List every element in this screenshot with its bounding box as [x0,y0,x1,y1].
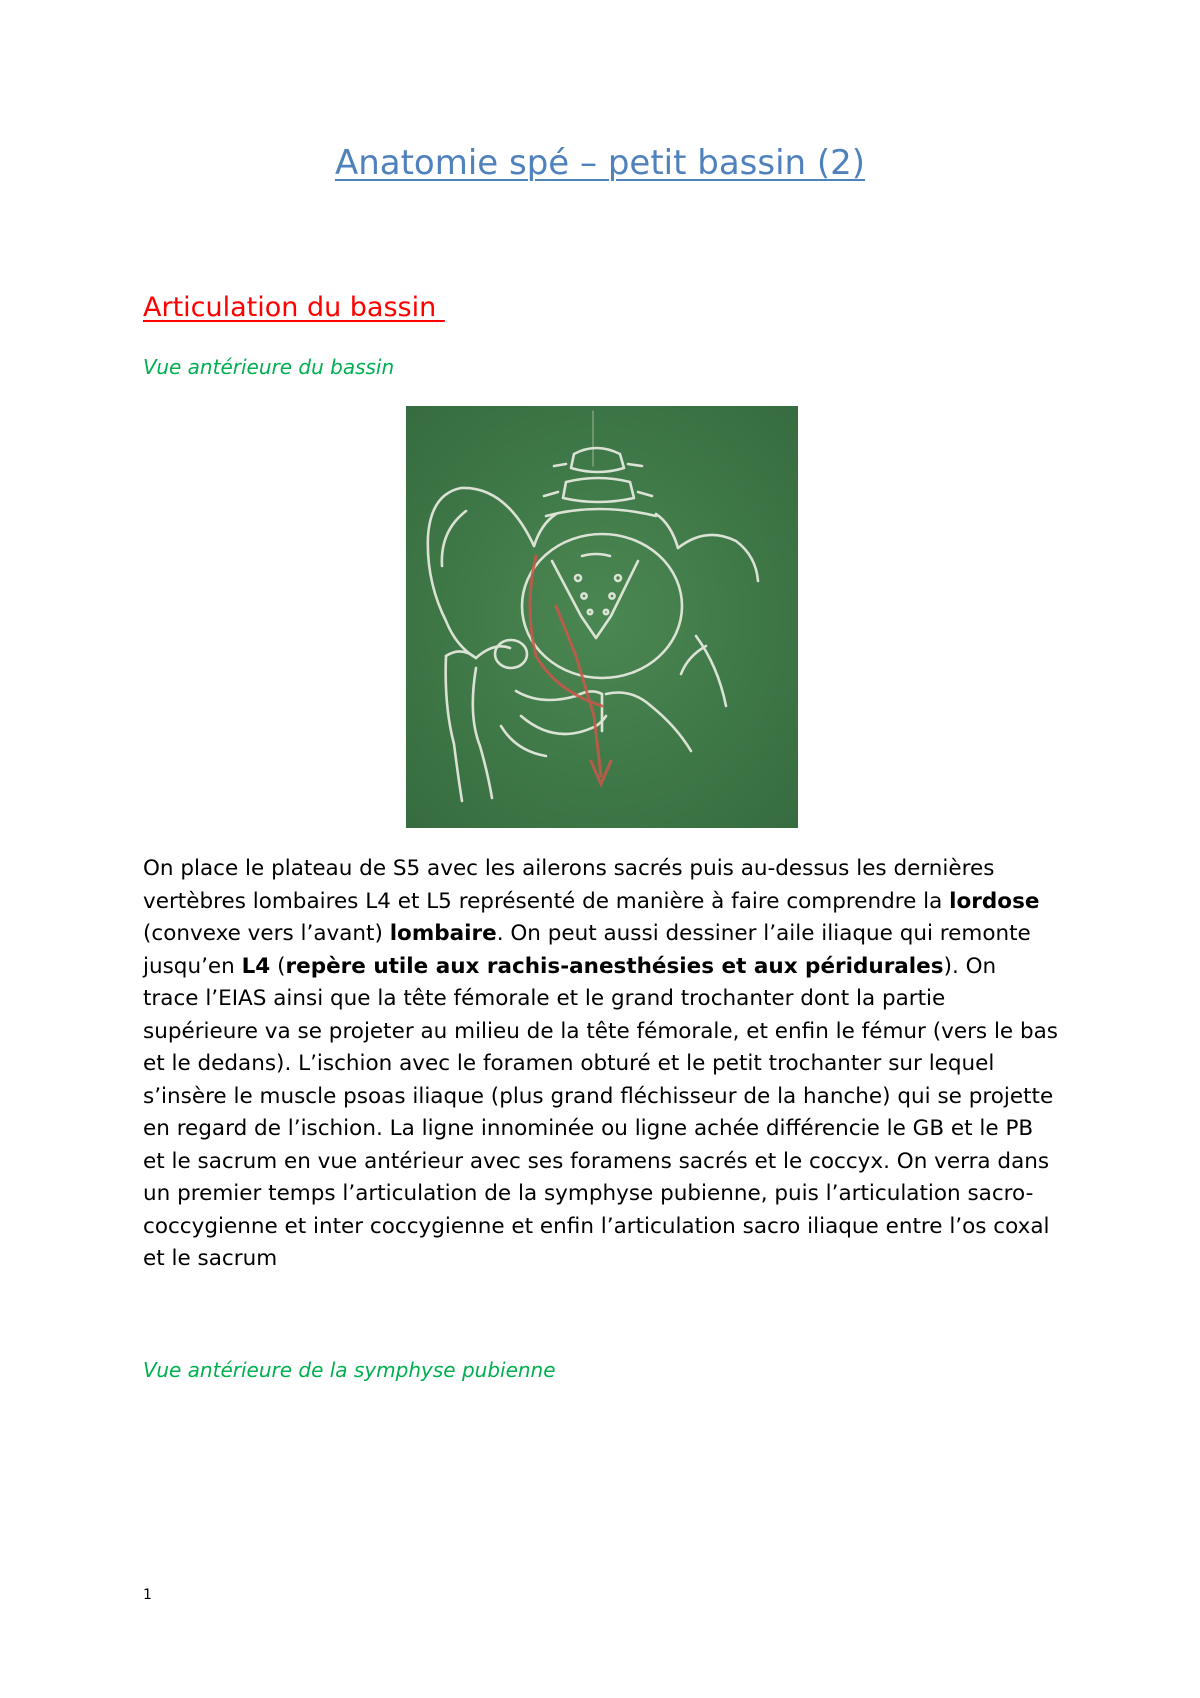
paragraph-bold-run: lordose [949,888,1040,914]
paragraph-bold-run: lombaire [389,921,497,946]
paragraph-run: On place le plateau de S5 avec les ailerons sacrés puis au-dessus les dernières vertèbres lombaires L4 et L5 représenté de manière à faire comprendre la [143,856,995,914]
document-title: Anatomie spé – petit bassin (2) [334,143,866,183]
paragraph-run: (convexe vers l’avant) [143,921,390,946]
figure-caption-symphysis: Vue antérieure de la symphyse pubienne [143,1358,556,1382]
page-number: 1 [143,1587,152,1603]
paragraph-bold-run: repère utile aux rachis-anesthésies et aux péridurales [285,953,944,979]
chalkboard-pelvis-drawing [406,406,798,828]
section-heading: Articulation du bassin [143,292,445,323]
paragraph-bold-run: L4 [241,953,271,979]
paragraph-run: ). On trace l’EIAS ainsi que la tête fémorale et le grand trochanter dont la partie supérieure va se projeter au milieu de la tête fémorale, et enfin le fémur (vers le bas et le dedans). L’ischion avec le foramen obturé et le petit trochanter sur lequel s’insère le muscle psoas iliaque (plus grand fléchisseur de la hanche) qui se projette en regard de l’ischion. La ligne innominée ou ligne achée différencie le GB et le PB et le sacrum en vue antérieur avec ses foramens sacrés et le coccyx. On verra dans un premier temps l’articulation de la symphyse pubienne, puis l’articulation sacro-coccygienne et inter coccygienne et enfin l’articulation sacro iliaque entre l’os coxal et le sacrum [143,953,1058,1271]
chalkboard-background [406,406,798,828]
paragraph-run: . On peut aussi dessiner l’aile iliaque qui remonte jusqu’en [143,921,1031,979]
figure-caption-pelvis: Vue antérieure du bassin [143,355,395,379]
pelvis-chalkboard-image [406,406,798,828]
paragraph-run: ( [270,953,286,979]
body-paragraph [143,853,1058,1276]
